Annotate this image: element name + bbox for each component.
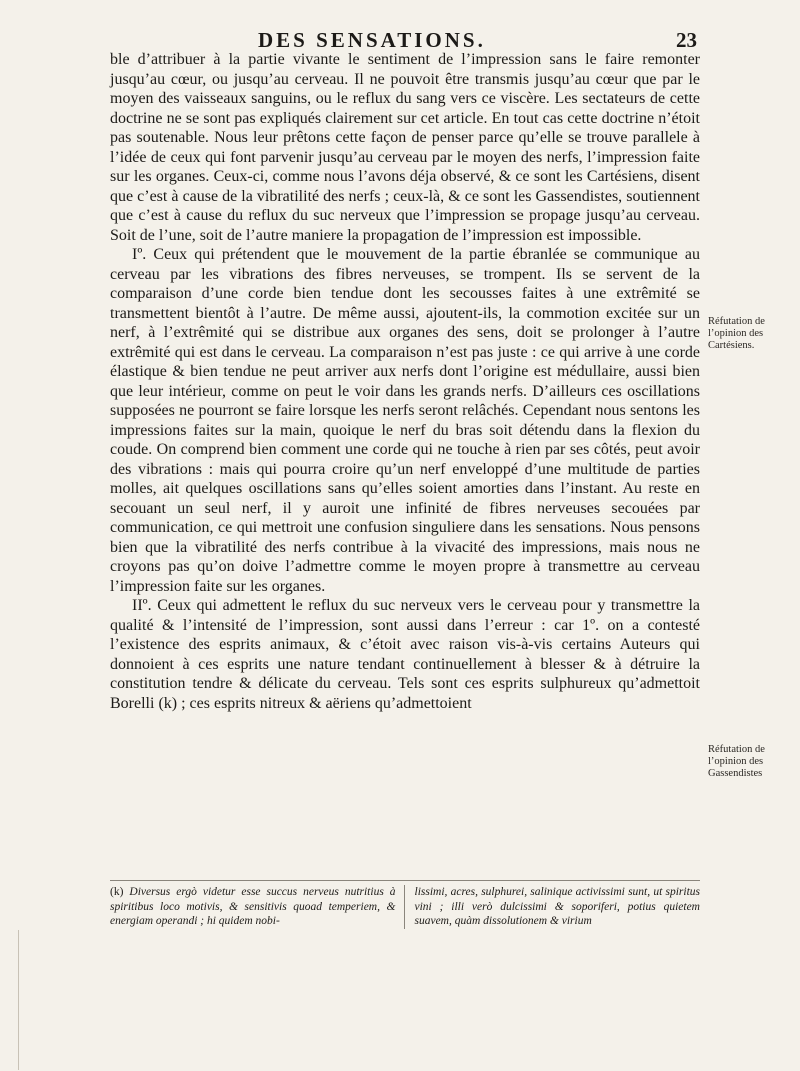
footnote-right-text: lissimi, acres, sulphurei, salinique activissimi sunt, ut spiritus vini ; illi verò dulcissimi & soporiferi, potius quietem suavem, quàm dissolutionem & virium bbox=[414, 886, 700, 927]
footnote-left-column bbox=[110, 885, 405, 929]
margin-note-cartesians: Réfutation de l’opinion des Cartésiens. bbox=[708, 316, 765, 351]
paragraph-continuation: ble d’attribuer à la partie vivante le sentiment de l’impression sans le faire remonter jusqu’au cœur, ou jusqu’au cerveau. Il ne pouvoit être transmis jusqu’au cœur que par le moyen des vaisseaux sanguins, ou le reflux du sang vers ce viscère. Les sectateurs de cette doctrine ne se sont pas expliqués clairement sur cet article. En tout cas cette doctrine n’étoit pas soutenable. Nous leur prêtons cette façon de penser parce qu’elle se trouve parallele à l’idée de ceux qui font parvenir jusqu’au cerveau par le moyen des nerfs, l’impression faite sur les organes. Ceux-ci, comme nous l’avons déja observé, & ce sont les Cartésiens, disent que c’est à cause de la vibratilité des nerfs ; ceux-là, & ce sont les Gassendistes, soutiennent que c’est à cause du reflux du suc nerveux que l’impression se propage jusqu’au cerveau. Soit de l’une, soit de l’autre maniere la propagation de l’impression est impossible. bbox=[110, 51, 700, 244]
footnote-right-column bbox=[415, 885, 701, 929]
running-head: DES SENSATIONS. bbox=[258, 28, 486, 52]
paragraph-cartesians: Iº. Ceux qui prétendent que le mouvement de la partie ébranlée se communique au cerveau par les vibrations des fibres nerveuses, se trompent. Ils se servent de la comparaison d’une corde bien tendue dont les secousses faites à une extrêmité se transmettent bientôt à l’autre. De même aussi, ajoutent-ils, la commotion excitée sur un nerf, à l’extrêmité qui se distribue aux organes des sens, doit se prolonger à l’autre extrêmité qui est dans le cerveau. La comparaison n’est pas juste : ce qui arrive à une corde élastique & bien tendue ne peut arriver aux nerfs dont l’origine est médullaire, aussi bien que leur intérieur, comme on peut le voir dans les grands nerfs. D’ailleurs ces oscillations supposées ne pourront se faire lorsque les nerfs seront relâchés. Cependant nous sentons les impressions faites sur la main, quoique le nerf du bras soit détendu dans la flexion du coude. On comprend bien comment une corde qui ne touche à rien par ses côtés, peut avoir des vibrations : mais qui pourra croire qu’un nerf enveloppé d’une multitude de parties molles, ait quelques oscillations sans qu’elles soient amorties dans l’instant. Au reste en secouant un seul nerf, il y auroit une infinité de fibres nerveuses secouées par communication, ce qui mettroit une confusion singuliere dans les sensations. Nous pensons bien que la vibratilité des nerfs contribue à la vivacité des impressions, mais nous ne croyons pas qu’on doive l’admettre comme le moyen propre à transmettre au cerveau l’impression faite sur les organes. bbox=[110, 246, 700, 595]
paragraph-gassendists: IIº. Ceux qui admettent le reflux du suc nerveux vers le cerveau pour y transmettre la qualité & l’intensité de l’impression, sont aussi dans l’erreur : car 1º. on a contesté l’existence des esprits animaux, & c’étoit avec raison vis-à-vis certains Auteurs qui donnoient à ces esprits une nature tendant continuellement à blesser & à détruire la constitution tendre & délicate du cerveau. Tels sont ces esprits sulphureux qu’admettoit Borelli (k) ; ces esprits nitreux & aëriens qu’admettoient bbox=[110, 597, 700, 712]
footnotes bbox=[110, 885, 700, 929]
page-edge-mark bbox=[18, 930, 19, 1070]
main-text bbox=[110, 50, 700, 713]
footnote-marker: (k) bbox=[110, 886, 124, 898]
footnote-divider bbox=[110, 880, 700, 881]
margin-note-gassendists: Réfutation de l’opinion des Gassendistes bbox=[708, 744, 765, 779]
page-number: 23 bbox=[676, 28, 697, 52]
footnote-left-text: Diversus ergò videtur esse succus nerveus nutritius à spiritibus loco motivis, & sensitivis quoad temperiem, & energiam operandi ; hi quidem nobi- bbox=[110, 886, 396, 927]
